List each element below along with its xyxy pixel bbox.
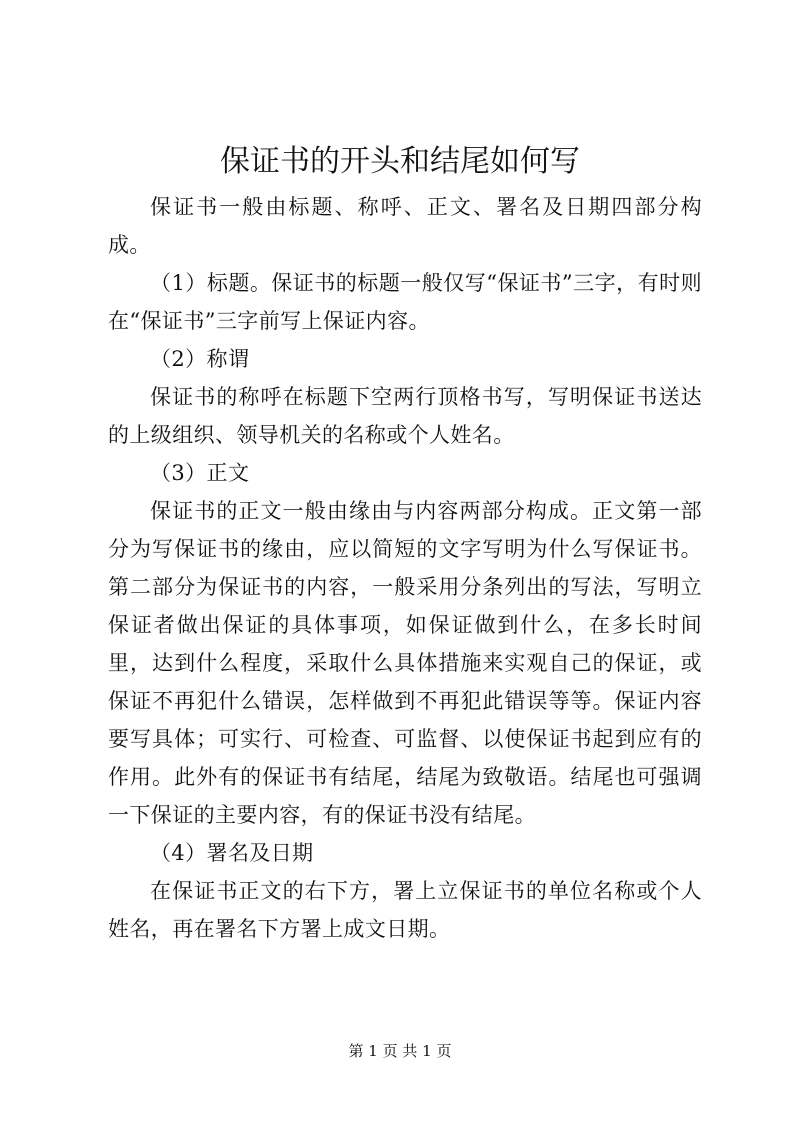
- paragraph-title-section: （1）标题。保证书的标题一般仅写“保证书”三字，有时则在“保证书”三字前写上保证内容。: [108, 271, 702, 333]
- document-body: [108, 188, 702, 948]
- paragraph-salutation: 保证书的称呼在标题下空两行顶格书写，写明保证书送达的上级组织、领导机关的名称或个人姓名。: [108, 385, 702, 447]
- paragraph-body: 保证书的正文一般由缘由与内容两部分构成。正文第一部分为写保证书的缘由，应以简短的文字写明为什么写保证书。第二部分为保证书的内容，一般采用分条列出的写法，写明立保证者做出保证的具体事项，如保证做到什么，在多长时间里，达到什么程度，采取什么具体措施来实观自己的保证，或保证不再犯什么错误，怎样做到不再犯此错误等等。保证内容要写具体；可实行、可检查、可监督、以使保证书起到应有的作用。此外有的保证书有结尾，结尾为致敬语。结尾也可强调一下保证的主要内容，有的保证书没有结尾。: [108, 499, 702, 827]
- page-title: 保证书的开头和结尾如何写: [220, 144, 580, 179]
- page-footer: 第 1 页 共 1 页: [348, 1042, 452, 1060]
- paragraph-signature: 在保证书正文的右下方，署上立保证书的单位名称或个人姓名，再在署名下方署上成文日期。: [108, 879, 702, 941]
- section-heading-salutation: （2）称谓: [150, 347, 250, 371]
- paragraph-intro: 保证书一般由标题、称呼、正文、署名及日期四部分构成。: [108, 195, 702, 257]
- section-heading-body: （3）正文: [150, 461, 250, 485]
- section-heading-signature: （4）署名及日期: [150, 841, 314, 865]
